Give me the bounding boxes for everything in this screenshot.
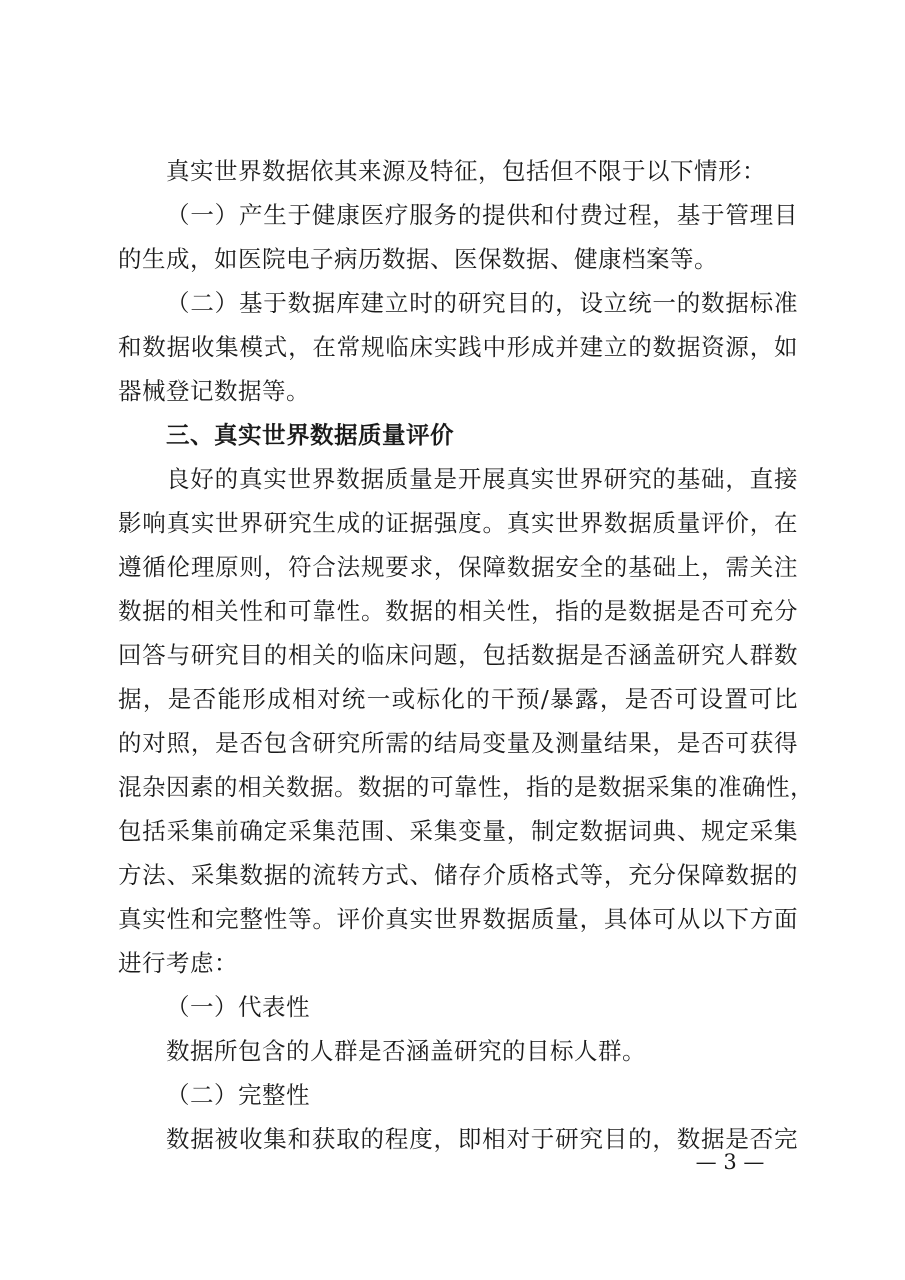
paragraph-line: 数据所包含的人群是否涵盖研究的目标人群。: [166, 1037, 646, 1065]
paragraph-line: 进行考虑：: [118, 949, 238, 977]
subsection-heading: （二）完整性: [166, 1081, 310, 1109]
subsection-heading: （一）代表性: [166, 993, 310, 1021]
paragraph-line: 数据被收集和获取的程度，即相对于研究目的，数据是否完: [166, 1125, 798, 1153]
paragraph-line: 的生成，如医院电子病历数据、医保数据、健康档案等。: [118, 245, 718, 273]
paragraph-line: 影响真实世界研究生成的证据强度。真实世界数据质量评价，在: [118, 509, 798, 537]
paragraph-line: 包括采集前确定采集范围、采集变量，制定数据词典、规定采集: [118, 817, 798, 845]
paragraph-line: 器械登记数据等。: [118, 377, 310, 405]
paragraph-line: 和数据收集模式，在常规临床实践中形成并建立的数据资源，如: [118, 333, 798, 361]
paragraph-line: 遵循伦理原则，符合法规要求，保障数据安全的基础上，需关注: [118, 553, 798, 581]
paragraph-line: 数据的相关性和可靠性。数据的相关性，指的是数据是否可充分: [118, 597, 798, 625]
paragraph-line: 的对照，是否包含研究所需的结局变量及测量结果，是否可获得: [118, 729, 798, 757]
paragraph-line: 真实世界数据依其来源及特征，包括但不限于以下情形：: [166, 157, 766, 185]
paragraph-line: （一）产生于健康医疗服务的提供和付费过程，基于管理目: [166, 201, 798, 229]
paragraph-line: 真实性和完整性等。评价真实世界数据质量，具体可从以下方面: [118, 905, 798, 933]
paragraph-line: 良好的真实世界数据质量是开展真实世界研究的基础，直接: [166, 465, 798, 493]
paragraph-line: （二）基于数据库建立时的研究目的，设立统一的数据标准: [166, 289, 798, 317]
paragraph-line: 据，是否能形成相对统一或标化的干预/暴露，是否可设置可比: [118, 685, 798, 713]
paragraph-line: 回答与研究目的相关的临床问题，包括数据是否涵盖研究人群数: [118, 641, 798, 669]
paragraph-line: 混杂因素的相关数据。数据的可靠性，指的是数据采集的准确性，: [118, 773, 814, 801]
page-number: — 3 —: [695, 1150, 765, 1174]
paragraph-line: 方法、采集数据的流转方式、储存介质格式等，充分保障数据的: [118, 861, 798, 889]
section-heading: 三、真实世界数据质量评价: [166, 421, 454, 449]
